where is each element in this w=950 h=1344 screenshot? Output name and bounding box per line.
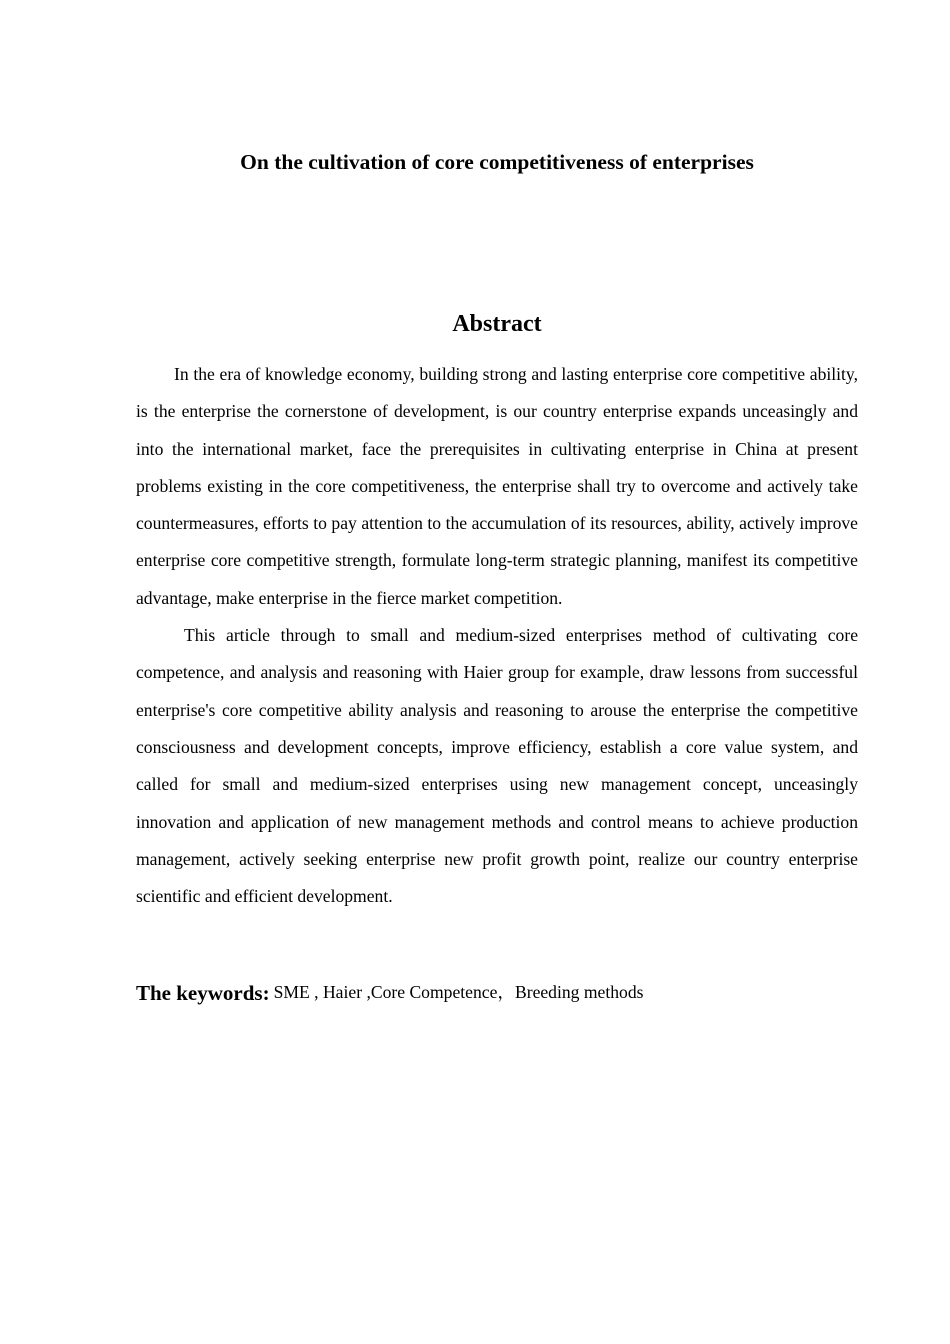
- abstract-body: [136, 356, 858, 915]
- keywords-label: The keywords: [136, 981, 263, 1005]
- abstract-paragraph-1: In the era of knowledge economy, building strong and lasting enterprise core competitive ability, is the enterprise the cornerstone of development, is our country enterprise expands unceasingly and into the international market, face the prerequisites in cultivating enterprise in China at present problems existing in the core competitiveness, the enterprise shall try to overcome and actively take countermeasures, efforts to pay attention to the accumulation of its resources, ability, actively improve enterprise core competitive strength, formulate long-term strategic planning, manifest its competitive advantage, make enterprise in the fierce market competition.: [136, 364, 858, 608]
- document-title: On the cultivation of core competitiveness of enterprises: [240, 150, 754, 174]
- keywords-line: [136, 977, 858, 1012]
- abstract-paragraph-2: This article through to small and medium-sized enterprises method of cultivating core competence, and analysis and reasoning with Haier group for example, draw lessons from successful enterprise's core competitive ability analysis and reasoning to arouse the enterprise the competitive consciousness and development concepts, improve efficiency, establish a core value system, and called for small and medium-sized enterprises using new management concept, unceasingly innovation and application of new management methods and control means to achieve production management, actively seeking enterprise new profit growth point, realize our country enterprise scientific and efficient development.: [136, 625, 858, 907]
- keywords-colon: :: [262, 981, 270, 1005]
- abstract-heading: Abstract: [452, 311, 542, 337]
- keywords-values: SME , Haier ,Core Competence，Breeding methods: [273, 982, 644, 1002]
